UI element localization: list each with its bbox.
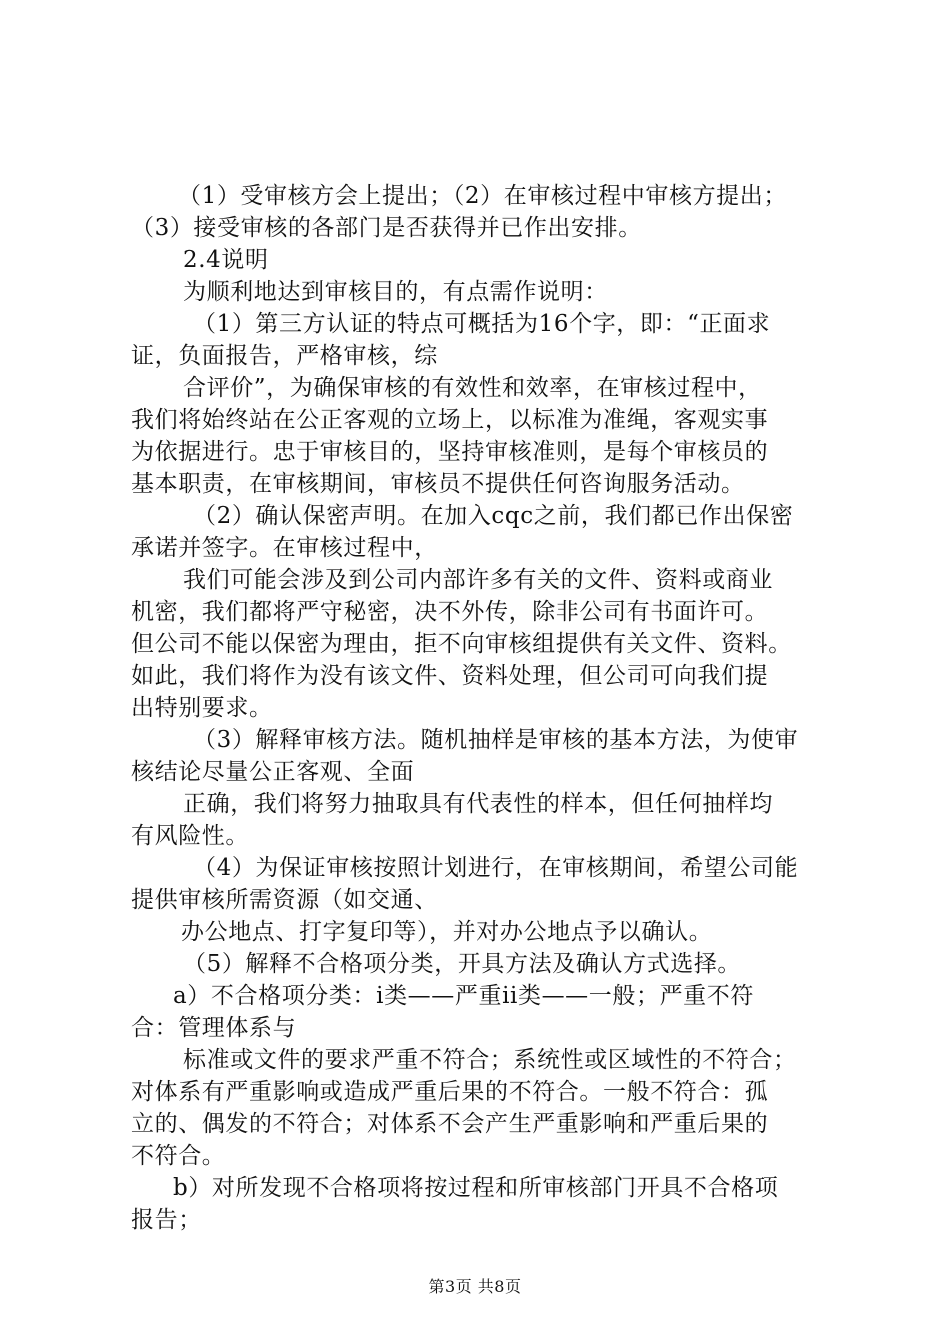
paragraph-line: 合评价”，为确保审核的有效性和效率，在审核过程中， (183, 375, 762, 401)
paragraph-line: 如此，我们将作为没有该文件、资料处理，但公司可向我们提 (131, 663, 769, 689)
paragraph-line: （3）解释审核方法。随机抽样是审核的基本方法，为使审 (193, 727, 799, 753)
paragraph-line: 核结论尽量公正客观、全面 (131, 759, 415, 785)
paragraph-line: 机密，我们都将严守秘密，决不外传，除非公司有书面许可。 (131, 599, 769, 625)
paragraph-line: 立的、偶发的不符合；对体系不会产生严重影响和严重后果的 (131, 1111, 769, 1137)
paragraph-line: 对体系有严重影响或造成严重后果的不符合。一般不符合：孤 (131, 1079, 769, 1105)
paragraph-line: 但公司不能以保密为理由，拒不向审核组提供有关文件、资料。 (131, 631, 792, 657)
paragraph-line: 办公地点、打字复印等），并对办公地点予以确认。 (181, 919, 713, 945)
paragraph-line: （3）接受审核的各部门是否获得并已作出安排。 (131, 215, 642, 241)
paragraph-line: 提供审核所需资源（如交通、 (131, 887, 438, 913)
paragraph-line: 为依据进行。忠于审核目的，坚持审核准则，是每个审核员的 (131, 439, 769, 465)
paragraph-line: （1）第三方认证的特点可概括为16个字，即：“正面求 (193, 311, 771, 337)
paragraph-line: （2）确认保密声明。在加入cqc之前，我们都已作出保密 (193, 503, 794, 529)
paragraph-line: 出特别要求。 (131, 695, 273, 721)
body-text (131, 180, 843, 1236)
paragraph-line: 证，负面报告，严格审核，综 (131, 343, 438, 369)
paragraph-line: 为顺利地达到审核目的，有点需作说明： (183, 279, 608, 305)
paragraph-line: 标准或文件的要求严重不符合；系统性或区域性的不符合； (183, 1047, 797, 1073)
paragraph-line: （4）为保证审核按照计划进行，在审核期间，希望公司能 (193, 855, 799, 881)
paragraph-line: 合：管理体系与 (131, 1015, 297, 1041)
paragraph-line: 我们可能会涉及到公司内部许多有关的文件、资料或商业 (183, 567, 773, 593)
paragraph-line: （5）解释不合格项分类，开具方法及确认方式选择。 (183, 951, 742, 977)
paragraph-line: 我们将始终站在公正客观的立场上，以标准为准绳，客观实事 (131, 407, 769, 433)
section-heading: 2.4说明 (183, 247, 269, 273)
paragraph-line: 有风险性。 (131, 823, 249, 849)
paragraph-line: 正确，我们将努力抽取具有代表性的样本，但任何抽样均 (183, 791, 773, 817)
paragraph-line: 基本职责，在审核期间，审核员不提供任何咨询服务活动。 (131, 471, 745, 497)
paragraph-line: a）不合格项分类：i类——严重ii类——一般；严重不符 (173, 983, 754, 1009)
paragraph-line: （1）受审核方会上提出；（2）在审核过程中审核方提出； (178, 183, 787, 209)
paragraph-line: b）对所发现不合格项将按过程和所审核部门开具不合格项 (173, 1175, 779, 1201)
paragraph-line: 承诺并签字。在审核过程中， (131, 535, 438, 561)
page-number-footer: 第3页 共8页 (428, 1277, 522, 1296)
paragraph-line: 不符合。 (131, 1143, 226, 1169)
paragraph-line: 报告； (131, 1207, 202, 1233)
